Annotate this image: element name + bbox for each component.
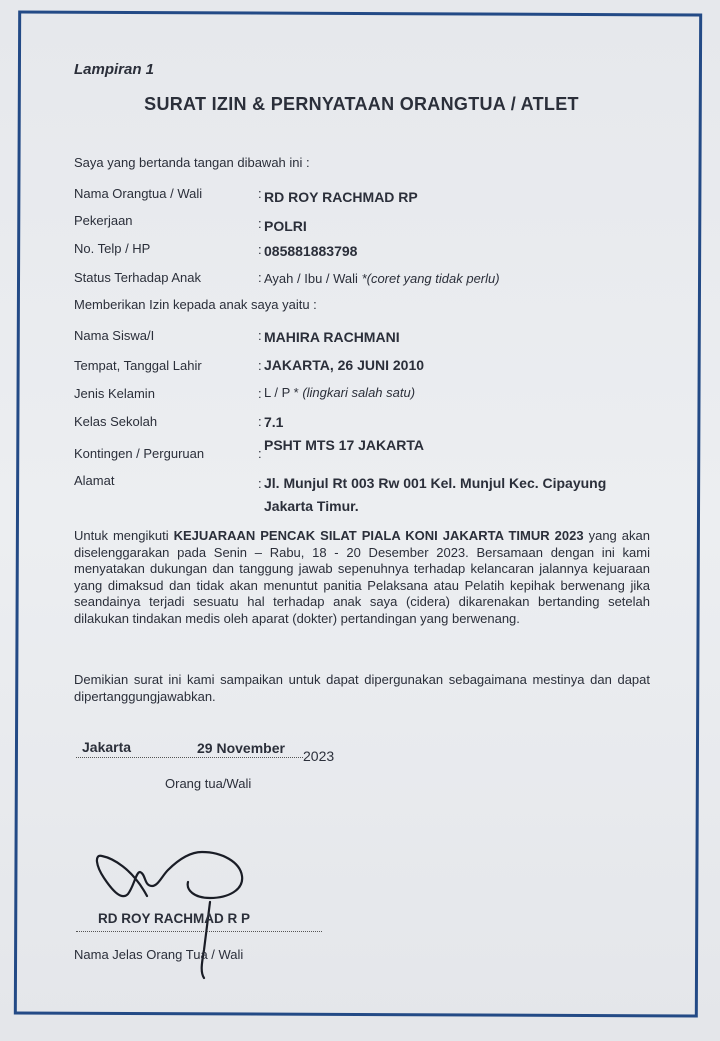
attachment-label: Lampiran 1 <box>74 61 155 78</box>
signer-name: RD ROY RACHMAD R P <box>98 911 251 926</box>
signoff-role: Orang tua/Wali <box>165 776 252 791</box>
field-label-address: Alamat <box>74 473 115 488</box>
body-paragraph-2: Demikian surat ini kami sampaikan untuk dapat dipergunakan sebagaimana mestinya dan dapat dipertanggungjawabkan. <box>74 672 650 704</box>
colon: : <box>258 476 262 491</box>
intro-text: Saya yang bertanda tangan dibawah ini : <box>74 155 310 170</box>
field-value-address: Jl. Munjul Rt 003 Rw 001 Kel. Munjul Kec. Cipayung <box>264 475 607 491</box>
gender-note: (lingkari salah satu) <box>302 385 416 400</box>
field-value-class: 7.1 <box>264 414 284 430</box>
field-value-birth: JAKARTA, 26 JUNI 2010 <box>264 357 425 373</box>
date-dotted-line <box>76 757 303 758</box>
field-label-birth: Tempat, Tanggal Lahir <box>74 358 202 373</box>
field-label-status: Status Terhadap Anak <box>74 270 201 285</box>
body-paragraph-1: Untuk mengikuti KEJUARAAN PENCAK SILAT PIALA KONI JAKARTA TIMUR 2023 yang akan diselenggarakan pada Senin – Rabu, 18 - 20 Desember 2023. Bersamaan dengan ini kami menyatakan dukungan dan tanggung jawab sepenuhnya terhadap kelancaran jalannya kejuaraan yang dimaksud dan tidak akan menuntut panitia Pelaksana atau Pelatih kepihak berwenang jika seandainya terjadi sesuatu hal terhadap anak saya (cidera) dikarenakan bertanding setelah dilakukan tindakan medis oleh aparat (dokter) pertandingan yang berwenang. <box>74 528 650 626</box>
signoff-year: 2023 <box>303 748 335 764</box>
signoff-place: Jakarta <box>82 739 132 755</box>
signoff-date: 29 November <box>197 740 285 756</box>
field-label-phone: No. Telp / HP <box>74 241 151 256</box>
field-label-occupation: Pekerjaan <box>74 213 133 228</box>
colon: : <box>258 414 262 429</box>
field-value-gender: L / P * (lingkari salah satu) <box>264 385 416 400</box>
field-label-parent-name: Nama Orangtua / Wali <box>74 186 203 201</box>
field-value-occupation: POLRI <box>264 218 307 234</box>
intro2-text: Memberikan Izin kepada anak saya yaitu : <box>74 297 317 312</box>
signer-caption: Nama Jelas Orang Tua / Wali <box>74 947 244 962</box>
field-value-parent-name: RD ROY RACHMAD RP <box>264 189 418 205</box>
field-value-contingent: PSHT MTS 17 JAKARTA <box>264 437 424 453</box>
signer-dotted-line <box>76 931 322 932</box>
document-title: SURAT IZIN & PERNYATAAN ORANGTUA / ATLET <box>144 94 579 114</box>
event-name: KEJUARAAN PENCAK SILAT PIALA KONI JAKARTA TIMUR 2023 <box>173 528 584 543</box>
field-label-student-name: Nama Siswa/I <box>74 328 155 343</box>
colon: : <box>258 216 262 231</box>
colon: : <box>258 446 262 461</box>
colon: : <box>258 270 262 285</box>
field-value-phone: 085881883798 <box>264 243 358 259</box>
colon: : <box>258 242 262 257</box>
colon: : <box>258 358 262 373</box>
field-value-address-line2: Jakarta Timur. <box>264 498 359 514</box>
colon: : <box>258 186 262 201</box>
field-value-student-name: MAHIRA RACHMANI <box>264 329 400 345</box>
field-label-class: Kelas Sekolah <box>74 414 158 429</box>
field-value-status: Ayah / Ibu / Wali *(coret yang tidak perlu) <box>264 271 500 286</box>
colon: : <box>258 386 262 401</box>
field-label-gender: Jenis Kelamin <box>74 386 155 401</box>
colon: : <box>258 328 262 343</box>
field-label-contingent: Kontingen / Perguruan <box>74 446 205 461</box>
status-note: *(coret yang tidak perlu) <box>361 271 500 286</box>
